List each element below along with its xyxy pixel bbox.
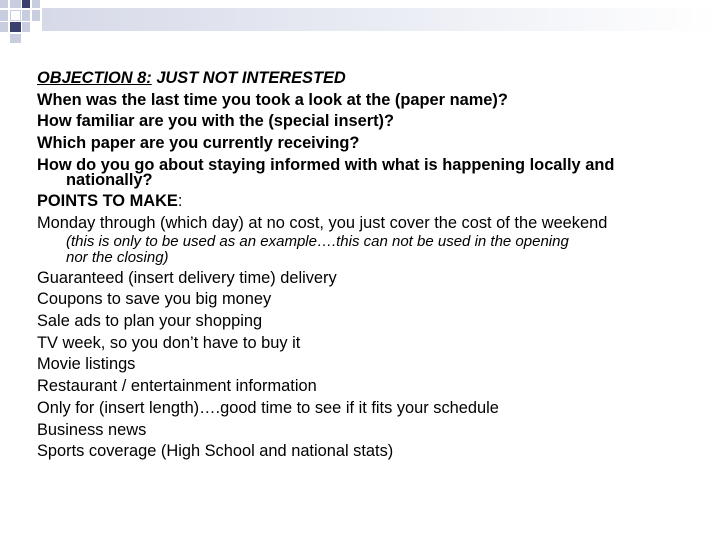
heading-rest: JUST NOT INTERESTED [151, 69, 346, 87]
point-item: Movie listings [37, 355, 136, 374]
heading-prefix: OBJECTION 8: [37, 69, 152, 87]
monday-line: Monday through (which day) at no cost, you just cover the cost of the weekend [37, 213, 608, 232]
deco-square [32, 10, 40, 21]
point-item: TV week, so you don’t have to buy it [37, 333, 301, 352]
example-note-line: (this is only to be used as an example….this can not be used in the opening [66, 232, 569, 250]
point-item: Sale ads to plan your shopping [37, 312, 263, 331]
point-item: Only for (insert length)….good time to see if it fits your schedule [37, 398, 499, 417]
deco-square [32, 0, 40, 8]
deco-square [0, 22, 8, 32]
deco-square [10, 10, 21, 21]
question-line: When was the last time you took a look at the (paper name)? [37, 90, 508, 109]
deco-square [22, 22, 30, 32]
deco-square [10, 0, 21, 8]
question-line: How do you go about staying informed with what is happening locally and [37, 155, 615, 174]
question-line: Which paper are you currently receiving? [37, 134, 360, 153]
deco-square [22, 10, 30, 21]
question-continuation: nationally? [66, 170, 153, 189]
point-item: Sports coverage (High School and national stats) [37, 442, 394, 461]
deco-square [10, 22, 21, 32]
points-heading-label: POINTS TO MAKE [37, 192, 178, 211]
example-note [37, 234, 707, 266]
deco-square [22, 0, 30, 8]
objection-heading [37, 68, 707, 90]
point-item: Guaranteed (insert delivery time) delivery [37, 268, 337, 287]
point-item: Business news [37, 420, 147, 439]
points-heading [37, 191, 707, 213]
deco-square [0, 10, 8, 21]
example-note-line: nor the closing) [66, 248, 169, 266]
slide-body [37, 68, 707, 463]
deco-square [0, 0, 8, 8]
point-item: Coupons to save you big money [37, 290, 272, 309]
point-item: Restaurant / entertainment information [37, 377, 317, 396]
question-line: How familiar are you with the (special insert)? [37, 112, 395, 131]
header-gradient-bar [42, 8, 720, 31]
points-heading-colon: : [177, 192, 183, 211]
deco-square [10, 34, 21, 43]
